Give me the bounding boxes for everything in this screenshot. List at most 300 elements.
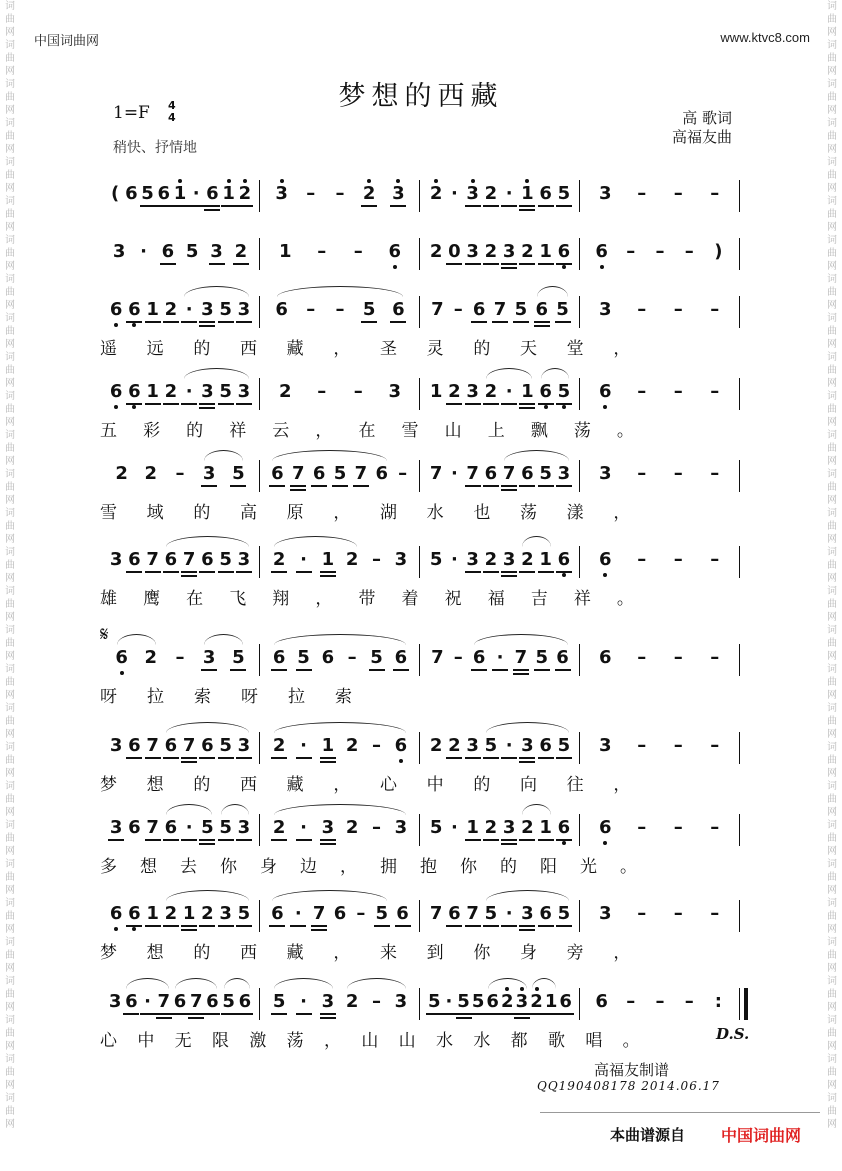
eighth-underline xyxy=(172,1013,188,1015)
note-symbol: 2 xyxy=(238,183,252,204)
eighth-underline xyxy=(218,403,234,405)
measure xyxy=(260,892,420,932)
note-symbol: 3 xyxy=(394,991,408,1012)
eighth-underline xyxy=(221,205,237,207)
eighth-underline xyxy=(519,263,535,265)
note-symbol: 3 xyxy=(201,299,214,320)
note xyxy=(321,818,335,838)
note xyxy=(429,382,443,402)
slur-arc xyxy=(274,978,333,989)
slur-arc xyxy=(175,978,217,989)
eighth-underline xyxy=(290,925,306,927)
note-symbol: 6 xyxy=(598,647,612,668)
note xyxy=(653,242,667,262)
note-symbol: 7 xyxy=(146,817,159,838)
note xyxy=(109,904,123,924)
note xyxy=(557,242,571,262)
note-symbol: 3 xyxy=(108,991,122,1012)
note xyxy=(635,736,649,756)
note-symbol: 1 xyxy=(278,241,292,262)
note-symbol: 3 xyxy=(388,381,402,402)
note xyxy=(272,736,286,756)
note-symbol: 6 xyxy=(272,647,286,668)
lyric-line xyxy=(100,584,740,609)
sixteenth-underline xyxy=(519,929,535,931)
octave-dot-low xyxy=(600,265,604,269)
note xyxy=(219,904,233,924)
note-symbol: · xyxy=(450,183,458,204)
note xyxy=(708,464,722,484)
eighth-underline xyxy=(218,571,234,573)
note-symbol: 2 xyxy=(345,817,359,838)
octave-dot-high xyxy=(471,179,475,183)
note-symbol: 6 xyxy=(375,463,388,484)
contact-date: QQ190408178 2014.06.17 xyxy=(537,1079,720,1093)
sixteenth-underline xyxy=(514,1017,530,1019)
site-name-header[interactable]: 中国词曲网 xyxy=(34,34,100,49)
sixteenth-underline xyxy=(181,929,197,931)
eighth-underline xyxy=(218,839,234,841)
eighth-underline xyxy=(181,571,197,573)
note-symbol: 3 xyxy=(394,549,408,570)
note-symbol: 5 xyxy=(222,991,235,1012)
note-symbol: – xyxy=(684,991,694,1012)
note xyxy=(200,904,214,924)
eighth-underline xyxy=(204,205,220,207)
note-symbol: 7 xyxy=(182,549,196,570)
sixteenth-underline xyxy=(501,575,517,577)
slur-arc xyxy=(224,978,250,989)
note-symbol: 6 xyxy=(557,241,571,262)
note-symbol: 1 xyxy=(222,183,235,204)
sixteenth-underline xyxy=(188,1017,204,1019)
bar-line xyxy=(739,296,740,328)
source-site-link[interactable]: 中国词曲网 xyxy=(721,1126,802,1145)
note-symbol: 3 xyxy=(219,903,232,924)
note xyxy=(539,382,553,402)
note-symbol: 7 xyxy=(157,991,171,1012)
note xyxy=(598,550,612,570)
note xyxy=(109,818,123,838)
note xyxy=(484,382,498,402)
note xyxy=(493,300,507,320)
octave-dot-low xyxy=(132,927,136,931)
note xyxy=(321,992,335,1012)
eighth-underline xyxy=(163,757,179,759)
note xyxy=(466,464,480,484)
bar-line xyxy=(739,238,740,270)
note-symbol: 5 xyxy=(557,735,571,756)
eighth-underline xyxy=(163,925,179,927)
note-symbol: 6 xyxy=(521,463,534,484)
note-symbol: 6 xyxy=(472,299,486,320)
note xyxy=(219,300,233,320)
note-symbol: 0 xyxy=(448,241,461,262)
note xyxy=(520,242,534,262)
note xyxy=(164,736,178,756)
note-symbol: – xyxy=(710,549,720,570)
note xyxy=(520,550,534,570)
note-symbol: – xyxy=(710,299,720,320)
note-symbol: – xyxy=(335,299,345,320)
note-symbol: 5 xyxy=(484,903,498,924)
measure xyxy=(260,370,420,410)
sixteenth-underline xyxy=(311,929,327,931)
eighth-underline xyxy=(390,205,406,207)
note-symbol: – xyxy=(453,647,463,668)
note-symbol: 5 xyxy=(185,241,199,262)
slur-arc xyxy=(166,536,249,547)
note-symbol: 7 xyxy=(182,735,196,756)
bar-line xyxy=(739,988,740,1020)
note-symbol: 5 xyxy=(429,549,443,570)
octave-dot-low xyxy=(562,841,566,845)
note-symbol: 1 xyxy=(146,381,159,402)
note xyxy=(429,550,443,570)
measure xyxy=(580,636,740,676)
note-symbol: 3 xyxy=(202,463,216,484)
note xyxy=(141,184,155,204)
slur-arc xyxy=(522,536,550,547)
note xyxy=(535,648,549,668)
note-symbol: 6 xyxy=(539,735,552,756)
slur-arc xyxy=(272,890,386,901)
eighth-underline xyxy=(471,321,487,323)
note xyxy=(270,904,284,924)
note-symbol: 2 xyxy=(484,817,498,838)
note xyxy=(312,464,326,484)
note-symbol: 5 xyxy=(370,647,383,668)
note-symbol: – xyxy=(398,463,408,484)
note-symbol: 1 xyxy=(544,991,558,1012)
note-symbol: – xyxy=(335,183,345,204)
slur-arc xyxy=(126,978,168,989)
measure xyxy=(420,636,580,676)
note xyxy=(333,184,347,204)
sixteenth-underline xyxy=(456,1017,472,1019)
note xyxy=(157,992,171,1012)
eighth-underline xyxy=(483,925,499,927)
note xyxy=(708,904,722,924)
note xyxy=(447,736,461,756)
eighth-underline xyxy=(483,839,499,841)
note-symbol: 5 xyxy=(219,549,232,570)
eighth-underline xyxy=(499,1013,515,1015)
note xyxy=(557,184,571,204)
note-symbol: 3 xyxy=(237,299,251,320)
note-symbol: 6 xyxy=(115,647,128,668)
note xyxy=(219,382,233,402)
measure xyxy=(580,230,740,270)
eighth-underline xyxy=(519,485,535,487)
measure xyxy=(100,288,260,328)
measure xyxy=(420,892,580,932)
note xyxy=(200,736,214,756)
note xyxy=(484,736,498,756)
eighth-underline xyxy=(236,839,252,841)
note-symbol: 5 xyxy=(457,991,470,1012)
note xyxy=(238,184,252,204)
time-signature xyxy=(168,100,176,124)
note-symbol: 2 xyxy=(429,735,443,756)
eighth-underline xyxy=(556,205,572,207)
slur-arc xyxy=(504,450,569,461)
eighth-underline xyxy=(446,403,462,405)
note xyxy=(200,300,214,320)
note-symbol: 2 xyxy=(362,183,376,204)
eighth-underline xyxy=(529,1013,545,1015)
note xyxy=(502,464,516,484)
note-symbol: 3 xyxy=(112,241,126,262)
note-symbol: 2 xyxy=(272,549,286,570)
note-symbol: – xyxy=(637,647,647,668)
note xyxy=(127,550,141,570)
note-symbol: – xyxy=(710,463,720,484)
note xyxy=(173,464,187,484)
lyric-line xyxy=(100,938,740,963)
note-symbol: 3 xyxy=(202,647,216,668)
eighth-underline xyxy=(296,839,312,841)
note-symbol: 2 xyxy=(345,991,359,1012)
note xyxy=(354,904,368,924)
note xyxy=(394,818,408,838)
note xyxy=(345,992,359,1012)
note xyxy=(447,242,461,262)
note xyxy=(394,992,408,1012)
measure xyxy=(580,806,740,846)
note-symbol: 6 xyxy=(164,735,178,756)
note-symbol: – xyxy=(626,991,636,1012)
note xyxy=(447,904,461,924)
octave-dot-low xyxy=(132,323,136,327)
note xyxy=(484,818,498,838)
note xyxy=(297,992,311,1012)
note xyxy=(671,464,685,484)
note xyxy=(205,184,219,204)
note-symbol: 6 xyxy=(535,299,548,320)
note-symbol: 6 xyxy=(312,463,326,484)
note-symbol: 5 xyxy=(219,817,232,838)
note xyxy=(137,242,151,262)
eighth-underline xyxy=(446,925,462,927)
eighth-underline xyxy=(269,485,285,487)
note-symbol: 3 xyxy=(502,549,516,570)
tempo-marking: 稍快、抒情地 xyxy=(113,140,197,156)
note xyxy=(671,648,685,668)
eighth-underline xyxy=(534,669,550,671)
eighth-underline xyxy=(514,1013,530,1015)
note-symbol: – xyxy=(317,241,327,262)
eighth-underline xyxy=(108,839,124,841)
note xyxy=(598,464,612,484)
measure xyxy=(420,538,580,578)
octave-dot-high xyxy=(178,179,182,183)
sixteenth-underline xyxy=(290,489,306,491)
lyric-text: 遥远的西藏，圣灵的天堂， xyxy=(100,339,660,359)
note-symbol: 6 xyxy=(157,183,171,204)
eighth-underline xyxy=(230,669,246,671)
note-symbol: – xyxy=(673,183,683,204)
slur-arc xyxy=(537,286,568,297)
note xyxy=(127,300,141,320)
note-symbol: 3 xyxy=(557,463,571,484)
eighth-underline xyxy=(513,669,529,671)
note xyxy=(182,550,196,570)
eighth-underline xyxy=(556,925,572,927)
note-symbol: 2 xyxy=(272,735,286,756)
eighth-underline xyxy=(483,403,499,405)
eighth-underline xyxy=(201,485,217,487)
note-symbol: – xyxy=(353,241,363,262)
note xyxy=(127,818,141,838)
eighth-underline xyxy=(538,757,554,759)
eighth-underline xyxy=(209,263,225,265)
note-symbol: ( xyxy=(110,183,120,204)
measure xyxy=(580,452,740,492)
sixteenth-underline xyxy=(204,209,220,211)
score-line xyxy=(100,370,740,410)
slur-arc xyxy=(486,368,533,379)
note xyxy=(109,550,123,570)
slur-arc xyxy=(274,804,406,815)
note xyxy=(559,992,573,1012)
measure xyxy=(420,724,580,764)
note-symbol: 7 xyxy=(493,299,507,320)
note xyxy=(635,184,649,204)
note-symbol: – xyxy=(353,381,363,402)
note xyxy=(708,184,722,204)
note-symbol: – xyxy=(175,463,185,484)
note-symbol: 3 xyxy=(598,299,612,320)
eighth-underline xyxy=(501,403,517,405)
note-symbol: 5 xyxy=(539,463,552,484)
note-symbol: 3 xyxy=(321,817,335,838)
note xyxy=(127,904,141,924)
note xyxy=(598,736,612,756)
site-url-header[interactable]: www.ktvc8.com xyxy=(720,30,810,45)
note xyxy=(333,464,347,484)
note xyxy=(447,464,461,484)
note-symbol: · xyxy=(505,183,513,204)
note xyxy=(708,736,722,756)
note-symbol: 3 xyxy=(109,817,123,838)
note-symbol: 5 xyxy=(201,817,214,838)
measure xyxy=(260,636,420,676)
note xyxy=(270,464,284,484)
note-symbol: 6 xyxy=(392,299,405,320)
eighth-underline xyxy=(140,205,156,207)
note-symbol: – xyxy=(637,381,647,402)
eighth-underline xyxy=(218,321,234,323)
note-symbol: 2 xyxy=(484,381,498,402)
note-symbol: – xyxy=(710,183,720,204)
note xyxy=(297,818,311,838)
note-symbol: 3 xyxy=(237,381,251,402)
octave-dot-low xyxy=(562,265,566,269)
octave-dot-high xyxy=(243,179,247,183)
eighth-underline xyxy=(538,485,554,487)
note xyxy=(146,736,160,756)
note-symbol: 7 xyxy=(466,463,479,484)
note-symbol: · xyxy=(450,817,458,838)
note xyxy=(345,736,359,756)
note xyxy=(598,904,612,924)
note-symbol: 5 xyxy=(557,183,571,204)
note xyxy=(391,300,405,320)
note xyxy=(598,382,612,402)
note xyxy=(173,992,187,1012)
eighth-underline xyxy=(181,839,197,841)
note xyxy=(430,648,444,668)
eighth-underline xyxy=(465,757,481,759)
note xyxy=(502,736,516,756)
note-symbol: – xyxy=(637,549,647,570)
note xyxy=(502,904,516,924)
note-symbol: 6 xyxy=(164,549,178,570)
note-symbol: 5 xyxy=(219,299,232,320)
eighth-underline xyxy=(483,205,499,207)
source-label: 本曲谱源自 xyxy=(610,1126,686,1144)
note-symbol: · xyxy=(300,817,307,838)
note xyxy=(297,736,311,756)
eighth-underline xyxy=(555,321,571,323)
eighth-underline xyxy=(555,669,571,671)
note-symbol: · xyxy=(185,299,193,320)
octave-dot-low xyxy=(120,671,124,675)
slur-arc xyxy=(522,804,550,815)
measure xyxy=(100,370,260,410)
note xyxy=(182,736,196,756)
note-symbol: 2 xyxy=(530,991,543,1012)
note xyxy=(429,184,443,204)
eighth-underline xyxy=(236,321,252,323)
meter-bottom: 4 xyxy=(168,111,176,124)
note xyxy=(635,464,649,484)
eighth-underline xyxy=(556,839,572,841)
note xyxy=(653,992,667,1012)
eighth-underline xyxy=(236,571,252,573)
note xyxy=(388,242,402,262)
note-symbol: 1 xyxy=(173,183,187,204)
note-symbol: – xyxy=(710,817,720,838)
note xyxy=(557,818,571,838)
slur-arc xyxy=(184,286,249,297)
eighth-underline xyxy=(271,1013,287,1015)
note xyxy=(484,184,498,204)
note-symbol: 2 xyxy=(234,241,248,262)
eighth-underline xyxy=(538,839,554,841)
octave-dot-low xyxy=(393,265,397,269)
note xyxy=(297,648,311,668)
note-symbol: · xyxy=(496,647,504,668)
note-symbol: 6 xyxy=(271,463,284,484)
note xyxy=(362,300,376,320)
note-symbol: – xyxy=(356,903,366,924)
note xyxy=(520,464,534,484)
note-symbol: 5 xyxy=(237,903,251,924)
eighth-underline xyxy=(361,205,377,207)
note xyxy=(146,818,160,838)
note-symbol: 3 xyxy=(321,991,335,1012)
footer-divider xyxy=(540,1112,820,1113)
measure xyxy=(420,288,580,328)
note xyxy=(333,904,347,924)
note-symbol: 3 xyxy=(109,735,123,756)
eighth-underline xyxy=(465,925,481,927)
note xyxy=(556,300,570,320)
note xyxy=(539,904,553,924)
note-symbol: 7 xyxy=(514,647,528,668)
